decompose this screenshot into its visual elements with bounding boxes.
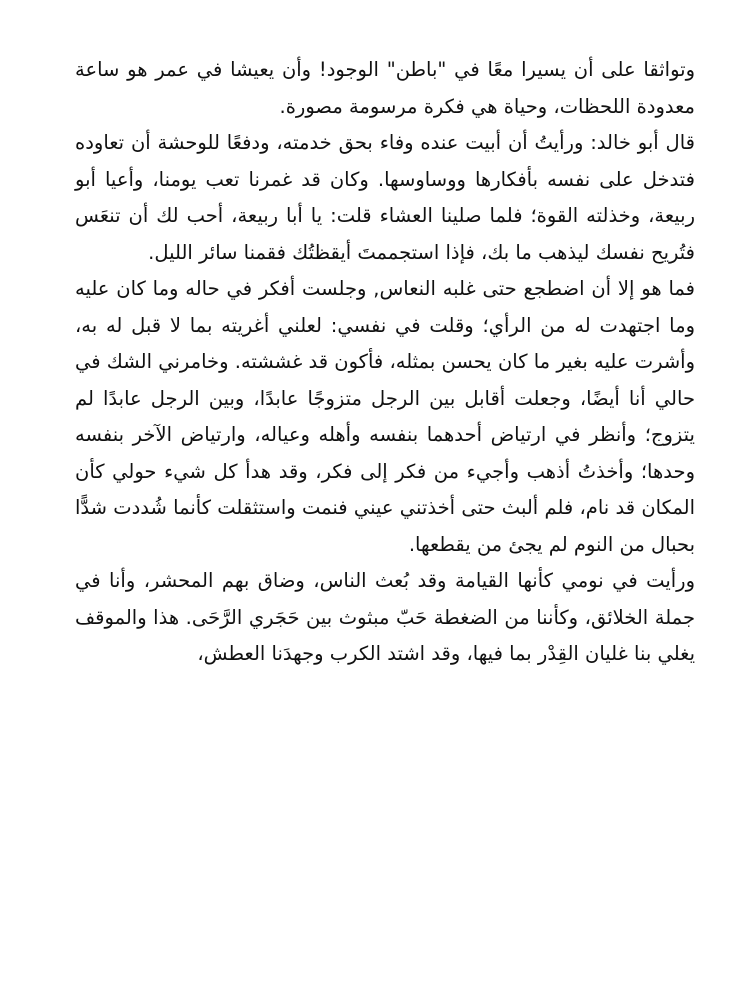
paragraph-1: وتواثقا على أن يسيرا معًا في "باطن" الوجود! وأن يعيشا في عمر هو ساعة معدودة اللحظات، وحياة هي فكرة مرسومة مصورة. bbox=[75, 58, 695, 118]
paragraph-4: ورأيت في نومي كأنها القيامة وقد بُعث الناس، وضاق بهم المحشر، وأنا في جملة الخلائق، وكأننا من الضغطة حَبّ مبثوث بين حَجَري الرَّحَى. هذا والموقف يغلي بنا غليان القِدْر بما فيها، وقد اشتد الكرب وجهدَنا العطش، bbox=[75, 569, 695, 665]
page-text bbox=[75, 52, 695, 673]
paragraph-3: فما هو إلا أن اضطجع حتى غلبه النعاس, وجلست أفكر في حاله وما كان عليه وما اجتهدت له من الرأي؛ وقلت في نفسي: لعلني أغريته بما لا قبل له به، وأشرت عليه بغير ما كان يحسن بمثله، فأكون قد غششته. وخامرني الشك في حالي أنا أيضًا، وجعلت أقابل بين الرجل متزوجًا عابدًا، وبين الرجل عابدًا لم يتزوج؛ وأنظر في ارتياض أحدهما بنفسه وأهله وعياله، وارتياض الآخر بنفسه وحدها؛ وأخذتُ أذهب وأجيء من فكر إلى فكر، وقد هدأ كل شيء حولي كأن المكان قد نام، فلم ألبث حتى أخذتني عيني فنمت واستثقلت كأنما شُددت شدًّا بحبال من النوم لم يجئ من يقطعها. bbox=[75, 277, 695, 556]
paragraph-2: قال أبو خالد: ورأيتُ أن أبيت عنده وفاء بحق خدمته، ودفعًا للوحشة أن تعاوده فتدخل على نفسه بأفكارها ووساوسها. وكان قد غمرنا تعب يومنا، وأعيا أبو ربيعة، وخذلته القوة؛ فلما صلينا العشاء قلت: يا أبا ربيعة، أحب لك أن تنعَس فتُريح نفسك ليذهب ما بك، فإذا استجممتَ أيقظتُك فقمنا سائر الليل. bbox=[75, 131, 695, 264]
